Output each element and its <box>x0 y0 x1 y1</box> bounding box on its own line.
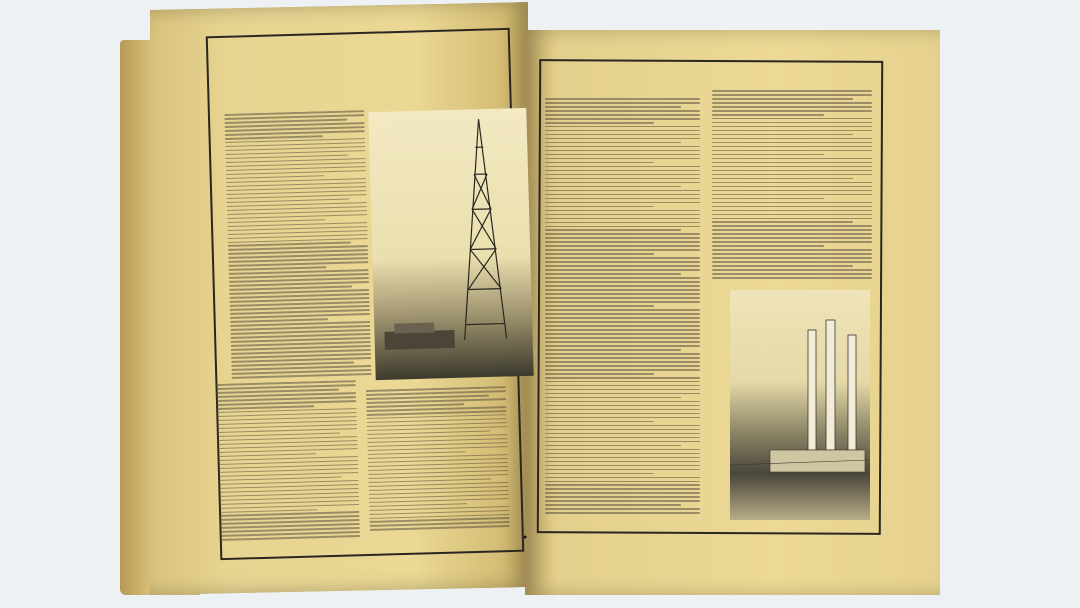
page-number-marker: ● <box>523 534 528 541</box>
refinery-icon <box>730 290 870 520</box>
oil-derrick-photo <box>368 108 533 380</box>
left-body-text-upper <box>224 110 371 384</box>
left-body-text-lower-col2 <box>366 386 510 545</box>
oil-derrick-icon <box>368 108 533 380</box>
right-body-text-col2 <box>712 90 872 285</box>
left-body-text-lower-col1 <box>216 380 360 544</box>
refinery-photo <box>730 290 870 520</box>
right-body-text-col1 <box>545 98 700 518</box>
